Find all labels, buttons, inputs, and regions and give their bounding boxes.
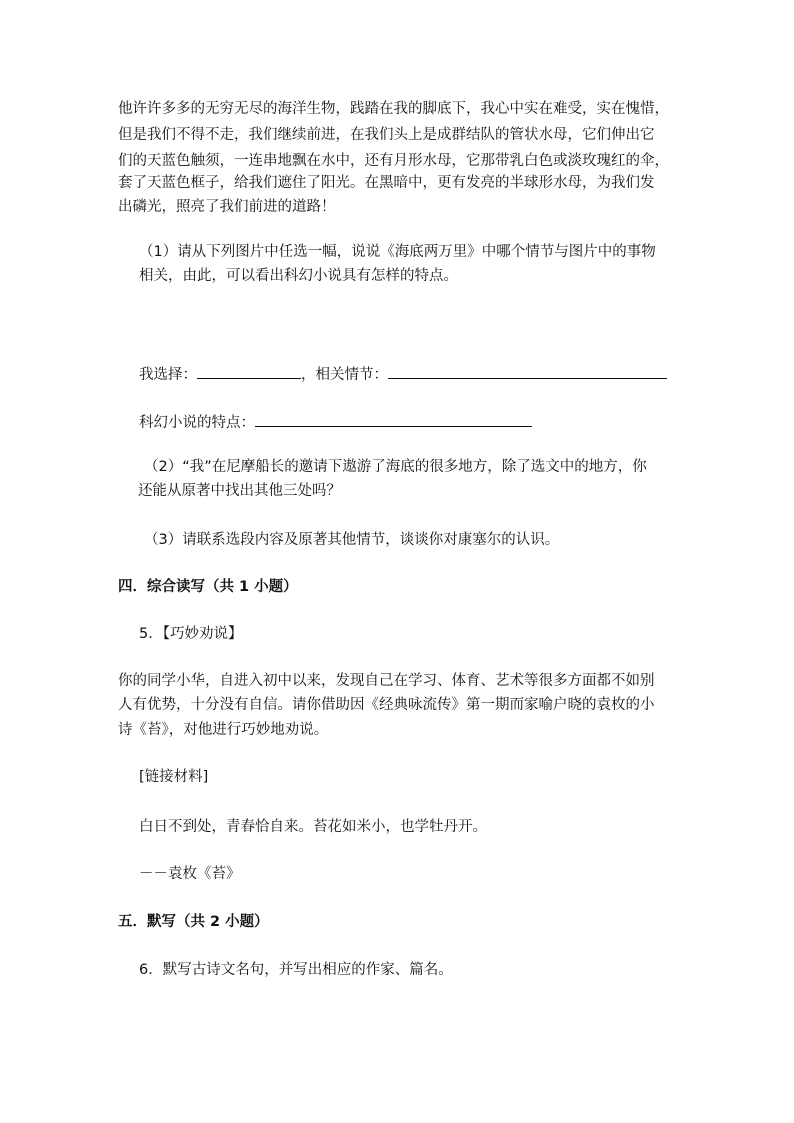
question-6-text: 6．默写古诗文名句，并写出相应的作家、篇名。 bbox=[139, 962, 453, 978]
fill-in-feature-row bbox=[139, 410, 532, 433]
link-material-label: [链接材料] bbox=[139, 769, 209, 785]
section-4-heading: 四．综合读写（共 1 小题） bbox=[118, 579, 298, 595]
question-5-line: 你的同学小华，自进入初中以来，发现自己在学习、体育、艺术等很多方面都不如别 bbox=[118, 673, 655, 689]
question-1-line: 相关，由此，可以看出科幻小说具有怎样的特点。 bbox=[139, 268, 458, 284]
passage-line: 出磷光，照亮了我们前进的道路！ bbox=[118, 199, 336, 215]
question-5-line: 诗《苔》，对他进行巧妙地劝说。 bbox=[118, 722, 329, 738]
poem-text: 白日不到处，青春恰自来。苔花如米小，也学牡丹开。 bbox=[139, 819, 487, 835]
related-label: ，相关情节： bbox=[301, 367, 388, 383]
poem-attribution: －－袁枚《苔》 bbox=[139, 866, 241, 882]
question-1-line: （1）请从下列图片中任选一幅，说说《海底两万里》中哪个情节与图片中的事物 bbox=[139, 244, 656, 260]
feature-blank[interactable] bbox=[255, 410, 532, 427]
related-plot-blank[interactable] bbox=[388, 362, 667, 379]
passage-line: 套了天蓝色框子，给我们遮住了阳光。在黑暗中，更有发亮的半球形水母，为我们发 bbox=[118, 175, 655, 191]
passage-line: 他许许多多的无穷无尽的海洋生物，践踏在我的脚底下，我心中实在难受，实在愧惜， bbox=[118, 101, 669, 117]
fill-in-choice-row bbox=[139, 362, 667, 385]
section-5-heading: 五．默写（共 2 小题） bbox=[118, 914, 269, 930]
question-2-line: （2）“我”在尼摩船长的邀请下遨游了海底的很多地方，除了选文中的地方，你 bbox=[144, 459, 647, 475]
feature-label: 科幻小说的特点： bbox=[139, 415, 255, 431]
passage-line: 们的天蓝色触须，一连串地飘在水中，还有月形水母，它那带乳白色或淡玫瑰红的伞， bbox=[118, 153, 669, 169]
choice-blank[interactable] bbox=[197, 362, 301, 379]
question-5-line: 人有优势，十分没有自信。请你借助因《经典咏流传》第一期而家喻户晓的袁枚的小 bbox=[118, 697, 655, 713]
passage-line: 但是我们不得不走，我们继续前进，在我们头上是成群结队的管状水母，它们伸出它 bbox=[118, 127, 655, 143]
question-2-line: 还能从原著中找出其他三处吗？ bbox=[138, 483, 341, 499]
question-5-title: 5．【巧妙劝说】 bbox=[139, 626, 243, 642]
choose-label: 我选择： bbox=[139, 367, 197, 383]
question-3-line: （3）请联系选段内容及原著其他情节，谈谈你对康塞尔的认识。 bbox=[144, 532, 560, 548]
